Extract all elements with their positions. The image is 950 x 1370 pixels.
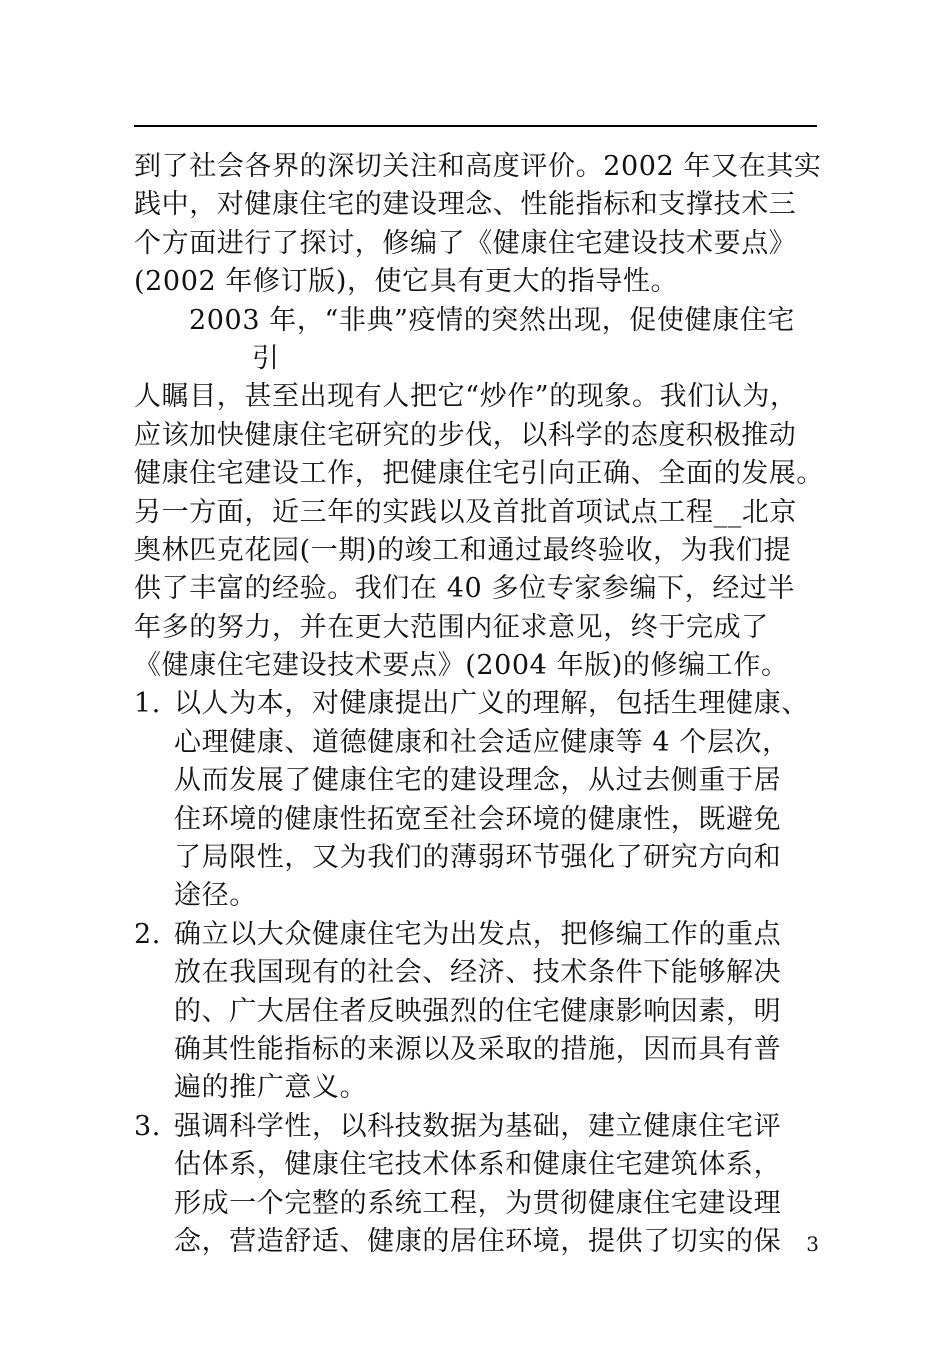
numbered-list (134, 685, 834, 1261)
page-number: 3 (806, 1232, 819, 1256)
body-text (134, 148, 834, 1261)
list-line: 从而发展了健康住宅的建设理念，从过去侧重于居 (174, 765, 782, 797)
list-line: 住环境的健康性拓宽至社会环境的健康性，既避免 (174, 803, 782, 835)
text-line-orphan: 引 (252, 342, 280, 374)
list-line: 确其性能指标的来源以及采取的措施，因而具有普 (174, 1033, 782, 1065)
text-line: 践中，对健康住宅的建设理念、性能指标和支撑技术三 (134, 189, 797, 221)
header-rule (134, 125, 817, 127)
text-line-indented: 2003 年，“非典”疫情的突然出现，促使健康住宅 (189, 304, 795, 336)
list-number: 3. (134, 1110, 161, 1142)
text-line: 《健康住宅建设技术要点》(2004 年版)的修编工作。 (134, 650, 789, 682)
text-line: 个方面进行了探讨，修编了《健康住宅建设技术要点》 (134, 227, 797, 259)
list-line: 以人为本，对健康提出广义的理解，包括生理健康、 (174, 688, 809, 720)
list-number: 2. (134, 918, 161, 950)
text-line: 应该加快健康住宅研究的步伐，以科学的态度积极推动 (134, 419, 797, 451)
list-line: 途径。 (174, 880, 257, 912)
text-line: 健康住宅建设工作，把健康住宅引向正确、全面的发展。 (134, 458, 824, 490)
list-line: 遍的推广意义。 (174, 1072, 368, 1104)
list-line: 形成一个完整的系统工程，为贯彻健康住宅建设理 (174, 1187, 782, 1219)
list-item-2 (134, 916, 834, 1108)
text-line: 人瞩目，甚至出现有人把它“炒作”的现象。我们认为， (134, 381, 798, 413)
list-line: 的、广大居住者反映强烈的住宅健康影响因素，明 (174, 995, 782, 1027)
list-line: 念，营造舒适、健康的居住环境，提供了切实的保 (174, 1225, 782, 1257)
list-line: 强调科学性，以科技数据为基础，建立健康住宅评 (174, 1110, 782, 1142)
list-item-1 (134, 685, 834, 915)
text-line: (2002 年修订版)，使它具有更大的指导性。 (134, 266, 679, 298)
list-line: 确立以大众健康住宅为出发点，把修编工作的重点 (174, 918, 782, 950)
list-line: 了局限性，又为我们的薄弱环节强化了研究方向和 (174, 842, 782, 874)
list-number: 1. (134, 688, 161, 720)
text-line: 奥林匹克花园(一期)的竣工和通过最终验收，为我们提 (134, 534, 792, 566)
text-line: 另一方面，近三年的实践以及首批首项试点工程__北京 (134, 496, 797, 528)
text-line: 到了社会各界的深切关注和高度评价。2002 年又在其实 (134, 151, 822, 182)
paragraph-2 (134, 302, 834, 686)
list-line: 心理健康、道德健康和社会适应健康等 4 个层次， (174, 726, 790, 758)
list-line: 放在我国现有的社会、经济、技术条件下能够解决 (174, 957, 782, 989)
text-line: 供了丰富的经验。我们在 40 多位专家参编下，经过半 (134, 573, 796, 605)
text-line: 年多的努力，并在更大范围内征求意见，终于完成了 (134, 611, 769, 643)
list-item-3 (134, 1108, 834, 1262)
paragraph-1 (134, 148, 834, 302)
list-line: 估体系，健康住宅技术体系和健康住宅建筑体系， (174, 1149, 782, 1181)
